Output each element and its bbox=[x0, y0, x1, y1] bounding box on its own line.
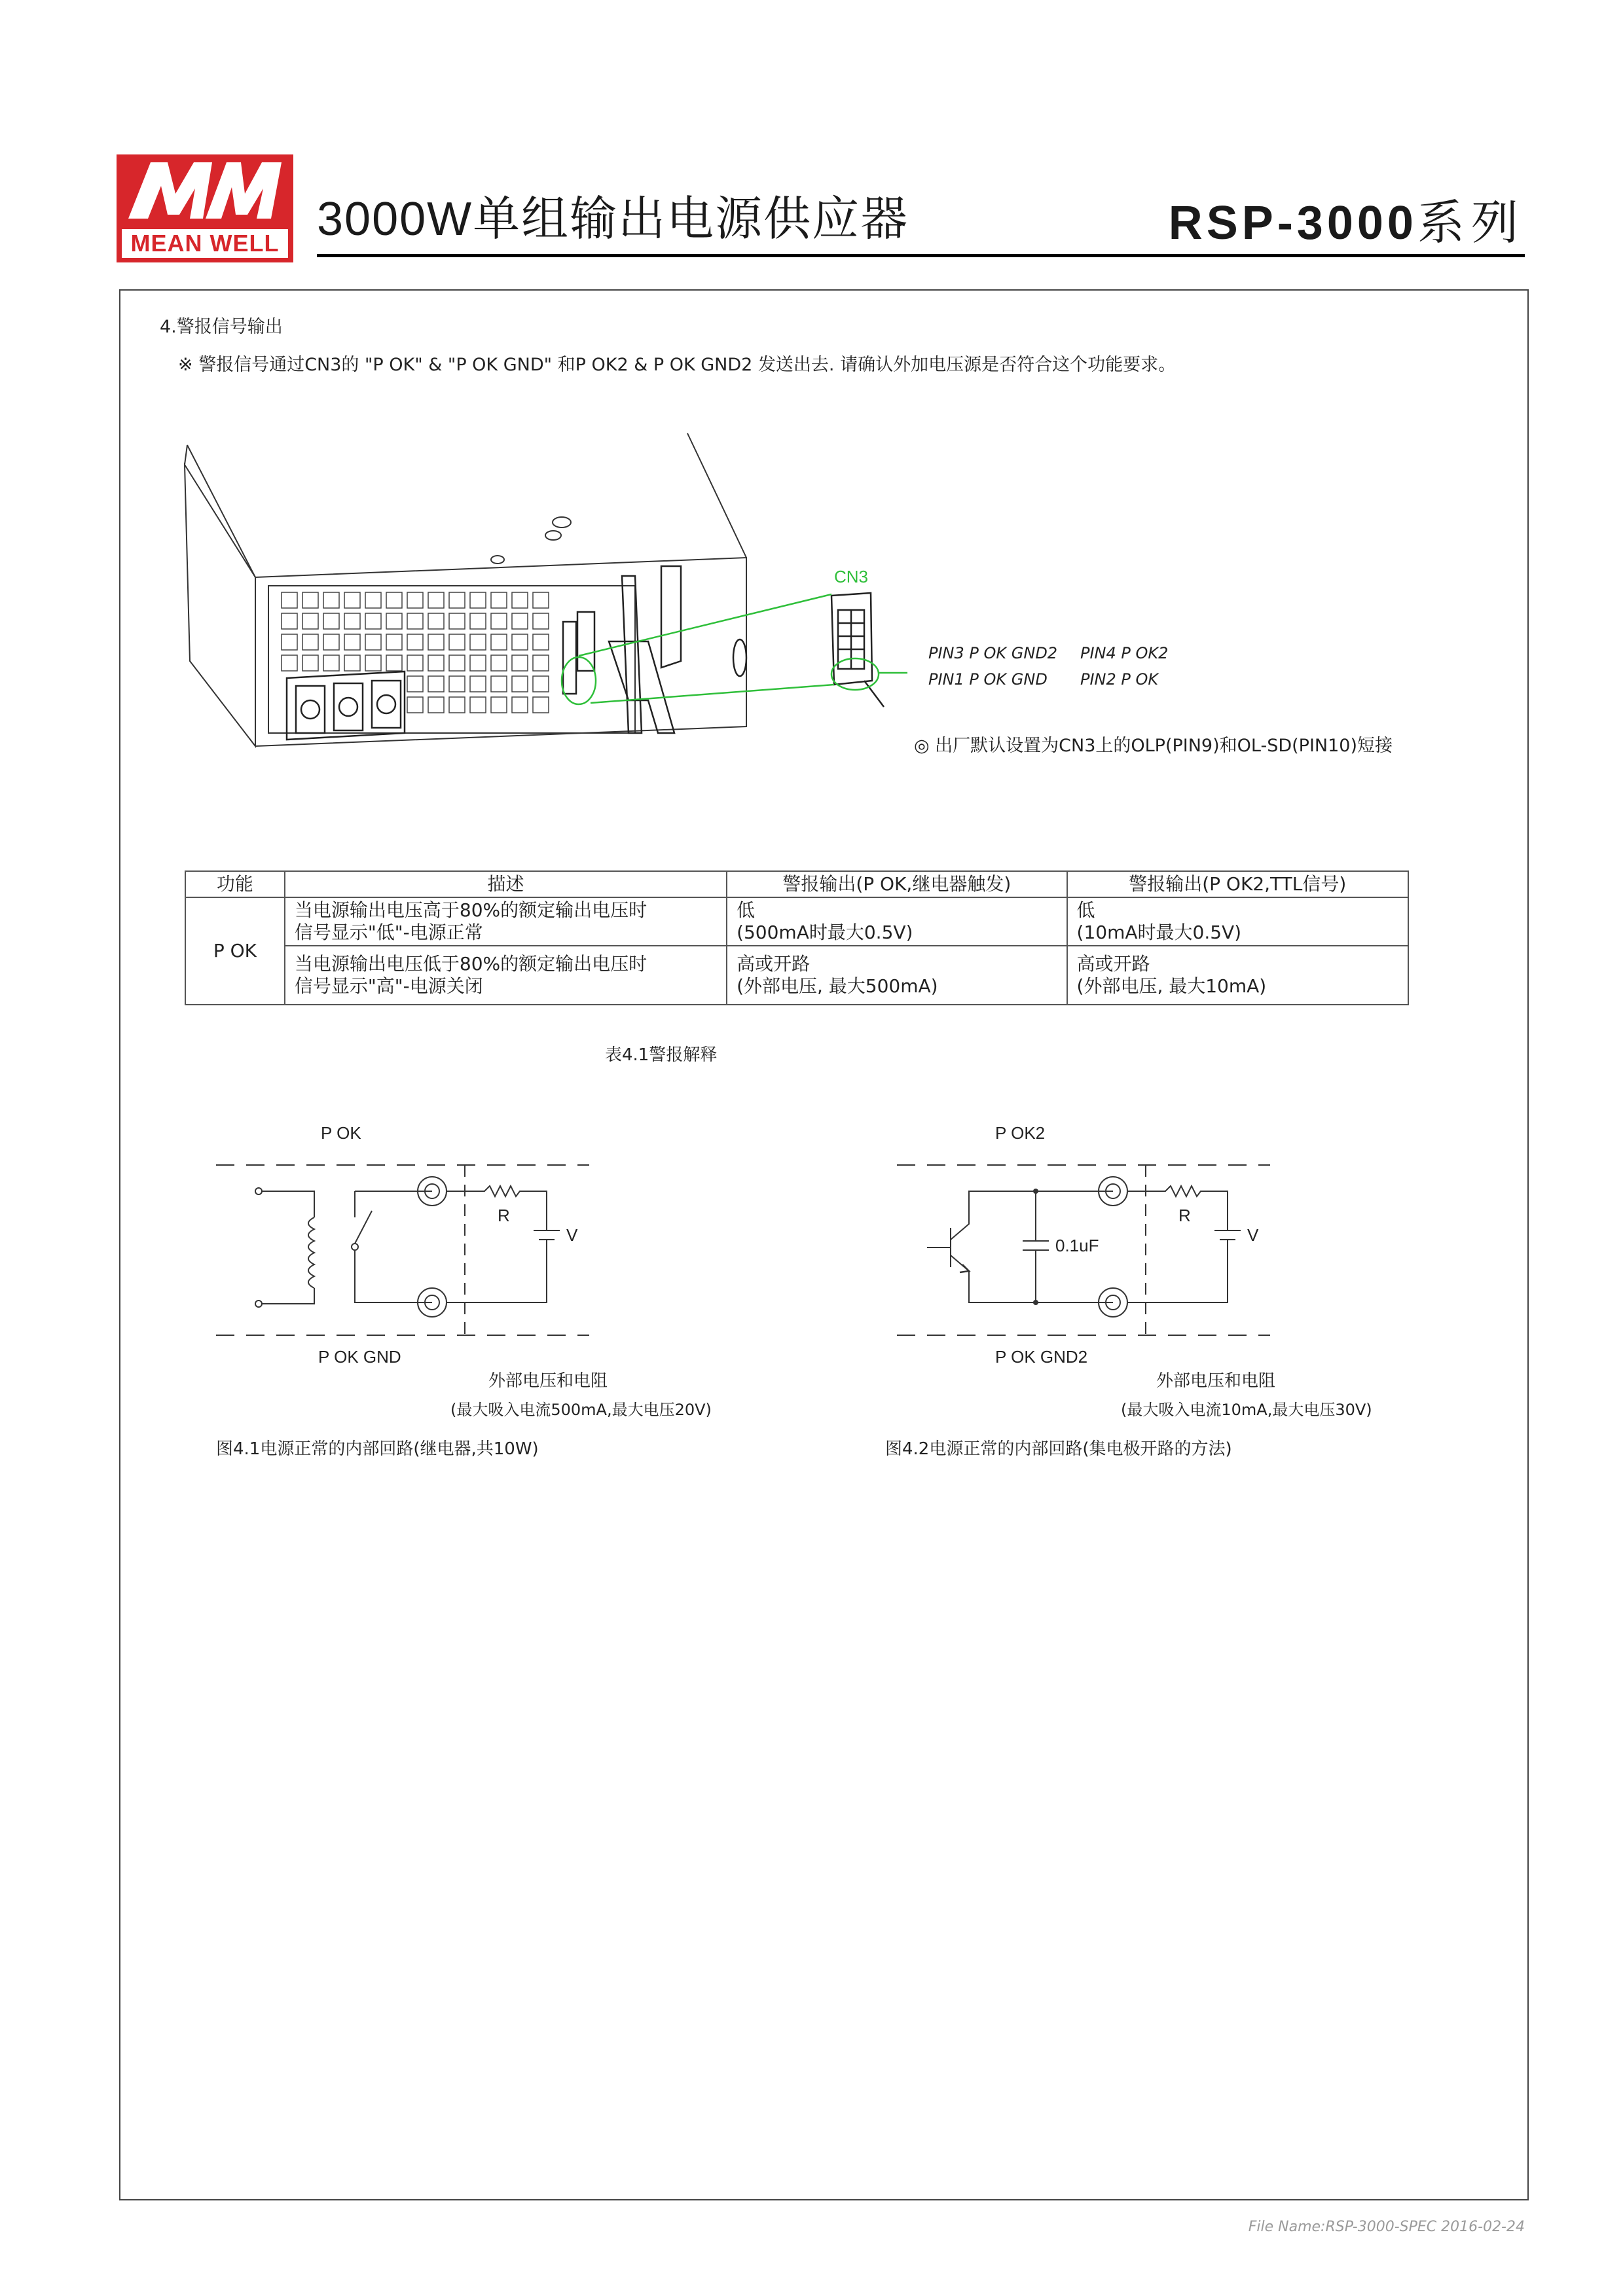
header-divider bbox=[317, 254, 1525, 257]
ttl-output-cell bbox=[1067, 897, 1408, 946]
cell-line: (500mA时最大0.5V) bbox=[737, 922, 913, 943]
pin4-label: PIN4 P OK2 bbox=[1080, 644, 1169, 662]
pin2-label: PIN2 P OK bbox=[1080, 670, 1159, 689]
cell-line: 高或开路 bbox=[1076, 953, 1150, 975]
logo-wordmark: MEAN WELL bbox=[122, 229, 288, 258]
factory-default-note: ◎ 出厂默认设置为CN3上的OLP(PIN9)和OL-SD(PIN10)短接 bbox=[914, 736, 1393, 756]
pin3-label: PIN3 P OK GND2 bbox=[928, 644, 1058, 662]
table-header: 警报输出(P OK,继电器触发) bbox=[727, 871, 1067, 897]
model-series bbox=[1169, 194, 1525, 253]
ext-voltage-limits-1: (最大吸入电流500mA,最大电压20V) bbox=[450, 1401, 712, 1419]
cell-line: 当电源输出电压高于80%的额定输出电压时 bbox=[294, 899, 647, 921]
figure-caption-1: 图4.1电源正常的内部回路(继电器,共10W) bbox=[216, 1439, 539, 1459]
pok-gnd-label: P OK GND bbox=[318, 1347, 401, 1367]
table-header-row bbox=[185, 871, 1408, 897]
table-row bbox=[185, 946, 1408, 1005]
pok2-label: P OK2 bbox=[995, 1123, 1046, 1143]
description-cell bbox=[285, 897, 727, 946]
description-cell bbox=[285, 946, 727, 1005]
pin1-label: PIN1 P OK GND bbox=[928, 670, 1048, 689]
document-title: 3000W单组输出电源供应器 bbox=[317, 193, 909, 245]
ttl-output-cell bbox=[1067, 946, 1408, 1005]
cell-line: 当电源输出电压低于80%的额定输出电压时 bbox=[294, 953, 647, 975]
function-cell: P OK bbox=[185, 897, 285, 1005]
relay-output-cell bbox=[727, 946, 1067, 1005]
voltage-label: V bbox=[1247, 1225, 1259, 1245]
table-caption: 表4.1警报解释 bbox=[605, 1045, 718, 1065]
file-name-footer: File Name:RSP-3000-SPEC 2016-02-24 bbox=[1248, 2219, 1525, 2235]
psu-rear-drawing bbox=[177, 425, 930, 759]
ext-voltage-title-1: 外部电压和电阻 bbox=[488, 1371, 608, 1391]
table-header: 警报输出(P OK2,TTL信号) bbox=[1067, 871, 1408, 897]
junction-dot bbox=[1033, 1189, 1038, 1194]
section-heading: 4.警报信号输出 bbox=[160, 317, 283, 337]
relay-output-cell bbox=[727, 897, 1067, 946]
table-header: 描述 bbox=[285, 871, 727, 897]
model-number: RSP-3000 bbox=[1168, 197, 1417, 249]
alarm-table bbox=[185, 870, 1409, 1005]
cell-line: (10mA时最大0.5V) bbox=[1076, 922, 1242, 943]
pok-gnd2-label: P OK GND2 bbox=[995, 1347, 1088, 1367]
table-header: 功能 bbox=[185, 871, 285, 897]
figure-caption-2: 图4.2电源正常的内部回路(集电极开路的方法) bbox=[885, 1439, 1232, 1459]
resistor-label: R bbox=[498, 1206, 510, 1225]
cell-line: (外部电压, 最大500mA) bbox=[737, 975, 938, 997]
pok-label: P OK bbox=[321, 1123, 361, 1143]
cell-line: (外部电压, 最大10mA) bbox=[1076, 975, 1267, 997]
junction-dot bbox=[1033, 1300, 1038, 1305]
capacitor-label: 0.1uF bbox=[1055, 1236, 1099, 1255]
series-label: 系列 bbox=[1417, 197, 1525, 249]
ext-voltage-limits-2: (最大吸入电流10mA,最大电压30V) bbox=[1121, 1401, 1372, 1419]
cell-line: 信号显示"低"-电源正常 bbox=[294, 922, 483, 943]
ext-voltage-title-2: 外部电压和电阻 bbox=[1156, 1371, 1276, 1391]
voltage-label: V bbox=[566, 1225, 578, 1245]
section-note: ※ 警报信号通过CN3的 "P OK" & "P OK GND" 和P OK2 & P OK GND2 发送出去. 请确认外加电压源是否符合这个功能要求。 bbox=[178, 355, 1176, 375]
table-row bbox=[185, 897, 1408, 946]
cell-line: 低 bbox=[1076, 899, 1095, 921]
cell-line: 高或开路 bbox=[737, 953, 811, 975]
cell-line: 低 bbox=[737, 899, 756, 921]
cn3-label: CN3 bbox=[833, 567, 869, 586]
resistor-label: R bbox=[1178, 1206, 1191, 1225]
mw-logo-mark bbox=[117, 154, 293, 226]
cell-line: 信号显示"高"-电源关闭 bbox=[294, 975, 483, 997]
